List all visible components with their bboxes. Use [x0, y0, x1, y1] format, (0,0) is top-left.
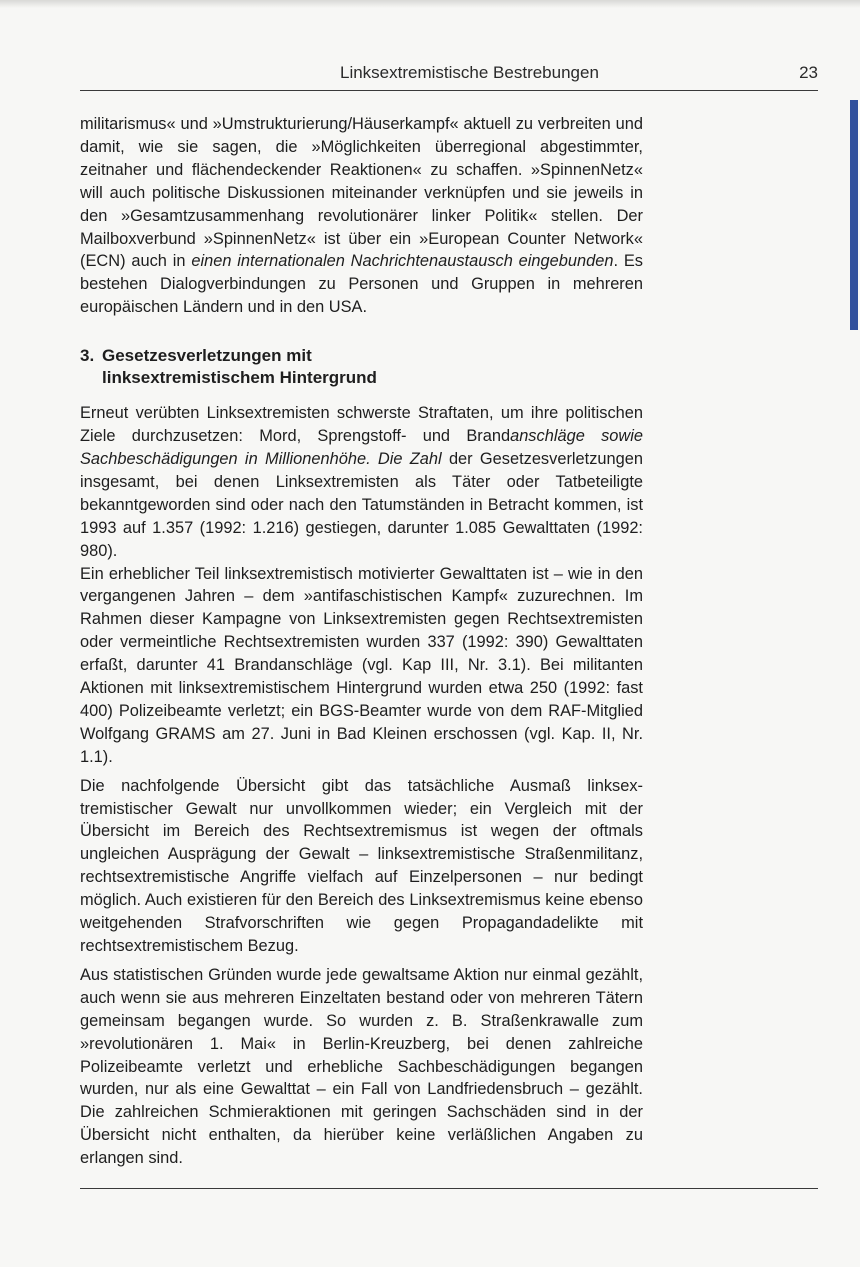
header-rule	[80, 90, 818, 91]
chapter-side-tab	[850, 100, 858, 330]
section-title-line1: Gesetzesverletzungen mit	[102, 346, 312, 366]
para2-text-c: der Gesetzesverletzungen insgesamt, bei denen Linksextremisten als Täter oder Tatbeteiligte bekanntgeworden sind oder nach den Tatumständen in Betracht kommen, ist 1993 auf 1.357 (1992: 1.216) gestiegen, darunter 1.085 Gewalttaten (1992: 980).	[80, 449, 643, 560]
section-title-line2: linksextremistischem Hintergrund	[102, 367, 377, 387]
paragraph-statistik: Aus statistischen Gründen wurde jede gewaltsame Aktion nur einmal gezählt, auch wenn sie aus mehreren Einzeltaten bestand oder von mehreren Tätern gemeinsam begangen wurde. So wurden z. B. Straßenkrawalle zum »revolutionären 1. Mai« in Berlin-Kreuzberg, bei denen zahlreiche Polizeibeamte verletzt und erhebliche Sachbeschädigungen begangen wurden, nur als eine Gewalttat – ein Fall von Landfriedensbruch – gezählt. Die zahlreichen Schmieraktionen mit geringen Sachschäden sind in der Übersicht nicht enthalten, da hierüber keine verläßlichen Angaben zu erlangen sind.	[80, 965, 643, 1168]
para2-text-italic: anschläge sowie Sachbeschädigungen in Millionenhöhe. Die Zahl	[80, 427, 643, 468]
running-head	[80, 62, 818, 84]
scan-top-edge	[0, 0, 860, 8]
paragraph-uebersicht: Die nachfolgende Übersicht gibt das tatsächliche Ausmaß linksextremistischer Gewalt nur unvollkommen wieder; ein Vergleich mit der Übersicht im Bereich des Rechtsextremismus ist wegen der oftmals ungleichen Ausprägung der Gewalt – linksextremistische Straßenmilitanz, rechtsextremistische Angriffe vielfach auf Einzelpersonen – nur bedingt möglich. Auch existieren für den Bereich des Linksextremismus keine ebenso weitgehenden Strafvorschriften wie gegen Propagandadelikte mit rechtsextremistischem Bezug.	[80, 776, 643, 955]
section-heading	[80, 345, 643, 388]
paragraph-spinnennetz	[80, 113, 643, 319]
para2-text-a: Erneut verübten Linksextremisten schwerste Straftaten, um ihre politischen Ziele durchzusetzen: Mord, Sprengstoff- und Brand	[80, 404, 643, 446]
paragraph-antifaschismus: Ein erheblicher Teil linksextremistisch motivierter Gewalttaten ist – wie in den vergangenen Jahren – dem »antifaschistischen Kampf« zuzurechnen. Im Rahmen dieser Kampagne von Linksextremisten gegen Rechtsextremisten oder vermeintliche Rechtsextremisten wurden 337 (1992: 390) Gewalttaten erfaßt, darunter 41 Brandanschläge (vgl. Kap III, Nr. 3.1). Bei militanten Aktionen mit linksextremistischem Hintergrund wurden etwa 250 (1992: fast 400) Polizeibeamte verletzt; ein BGS-Beamter wurde von dem RAF-Mitglied Wolfgang GRAMS am 27. Juni in Bad Kleinen erschossen (vgl. Kap. II, Nr. 1.1).	[80, 564, 643, 766]
running-head-title: Linksextremistische Bestrebungen	[340, 63, 599, 82]
footer-rule	[80, 1188, 818, 1189]
page	[80, 62, 818, 1189]
page-number: 23	[799, 63, 818, 82]
para1-text-italic: einen internationalen Nachrichtenaustausch eingebunden	[191, 252, 614, 271]
paragraph-straftaten	[80, 402, 643, 562]
para1-text-c: . Es bestehen Dialogverbindungen zu Personen und Gruppen in mehreren europäischen Ländern und in den USA.	[80, 252, 643, 317]
para1-text-a: militarismus« und »Umstrukturierung/Häuserkampf« aktuell zu verbreiten und damit, wie sie sagen, die »Möglichkeiten überregional abgestimmter, zeitnaher und flächendeckender Reaktionen« zu schaffen. »SpinnenNetz« will auch politische Diskussionen miteinander verknüpfen und sie jeweils in den »Gesamtzusammenhang revolutionärer linker Politik« stellen. Der Mailboxverbund »SpinnenNetz« ist über ein »European Counter Network« (ECN) auch in	[80, 115, 643, 271]
section-number: 3.	[80, 346, 95, 366]
